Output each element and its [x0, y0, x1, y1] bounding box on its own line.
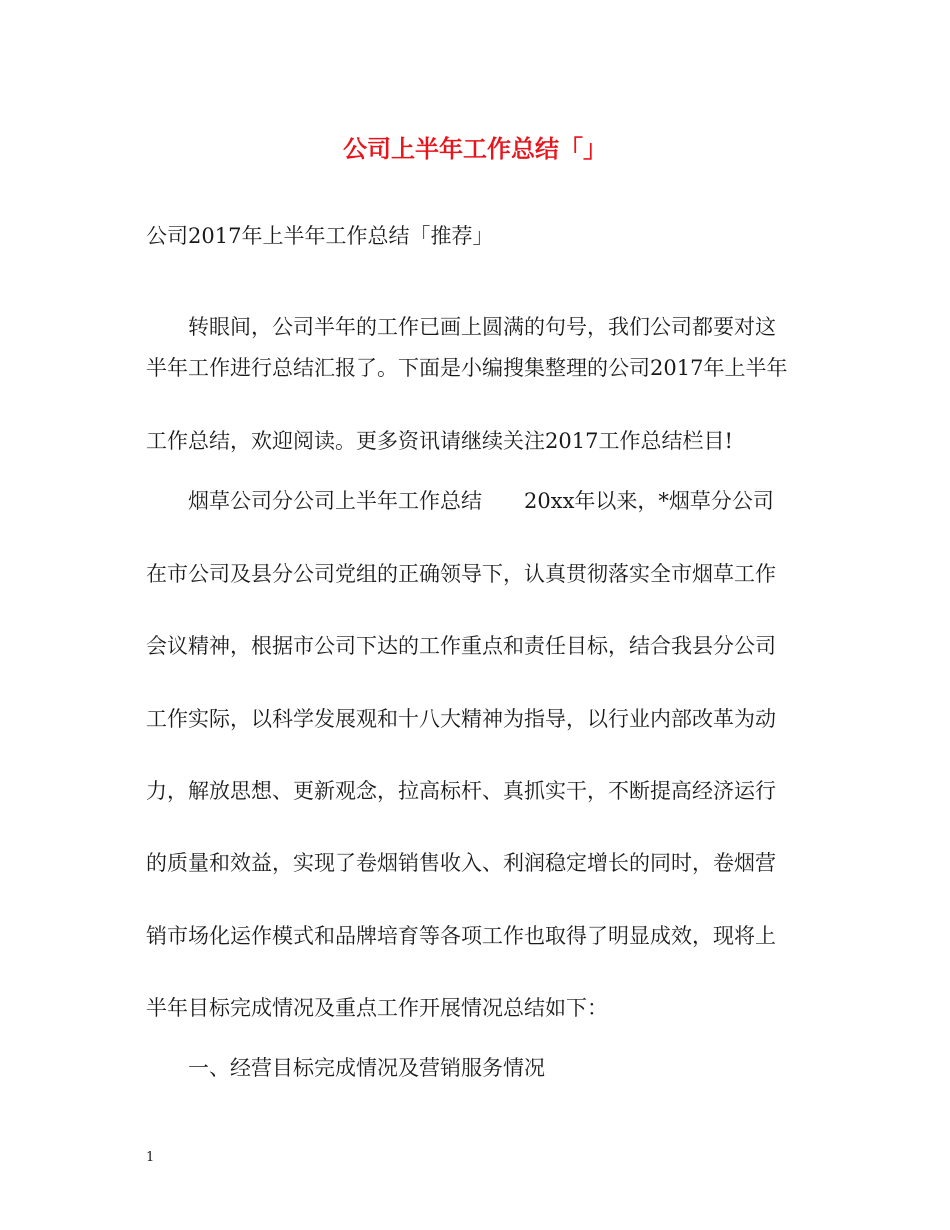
- subtitle-line: 公司2017年上半年工作总结「推荐」: [146, 224, 494, 248]
- document-title: 公司上半年工作总结「」: [343, 134, 607, 163]
- paragraph-line: 半年目标完成情况及重点工作开展情况总结如下：: [146, 996, 608, 1020]
- paragraph-line: 会议精神，根据市公司下达的工作重点和责任目标，结合我县分公司: [146, 634, 776, 658]
- paragraph-line: 转眼间，公司半年的工作已画上圆满的句号，我们公司都要对这: [188, 315, 776, 339]
- paragraph-line: 在市公司及县分公司党组的正确领导下，认真贯彻落实全市烟草工作: [146, 562, 776, 586]
- paragraph-line: 半年工作进行总结汇报了。下面是小编搜集整理的公司2017年上半年: [146, 356, 788, 380]
- paragraph-line: 销市场化运作模式和品牌培育等各项工作也取得了明显成效，现将上: [146, 924, 776, 948]
- paragraph-line: 的质量和效益，实现了卷烟销售收入、利润稳定增长的同时，卷烟营: [146, 851, 776, 875]
- section-heading: 一、经营目标完成情况及营销服务情况: [188, 1056, 545, 1080]
- paragraph-line: 力，解放思想、更新观念，拉高标杆、真抓实干，不断提高经济运行: [146, 779, 776, 803]
- paragraph-line: 工作实际，以科学发展观和十八大精神为指导，以行业内部改革为动: [146, 707, 776, 731]
- paragraph-line: 烟草公司分公司上半年工作总结 20xx年以来，*烟草分公司: [188, 489, 774, 513]
- page-number: 1: [146, 1150, 155, 1165]
- paragraph-line: 工作总结，欢迎阅读。更多资讯请继续关注2017工作总结栏目!: [146, 429, 733, 453]
